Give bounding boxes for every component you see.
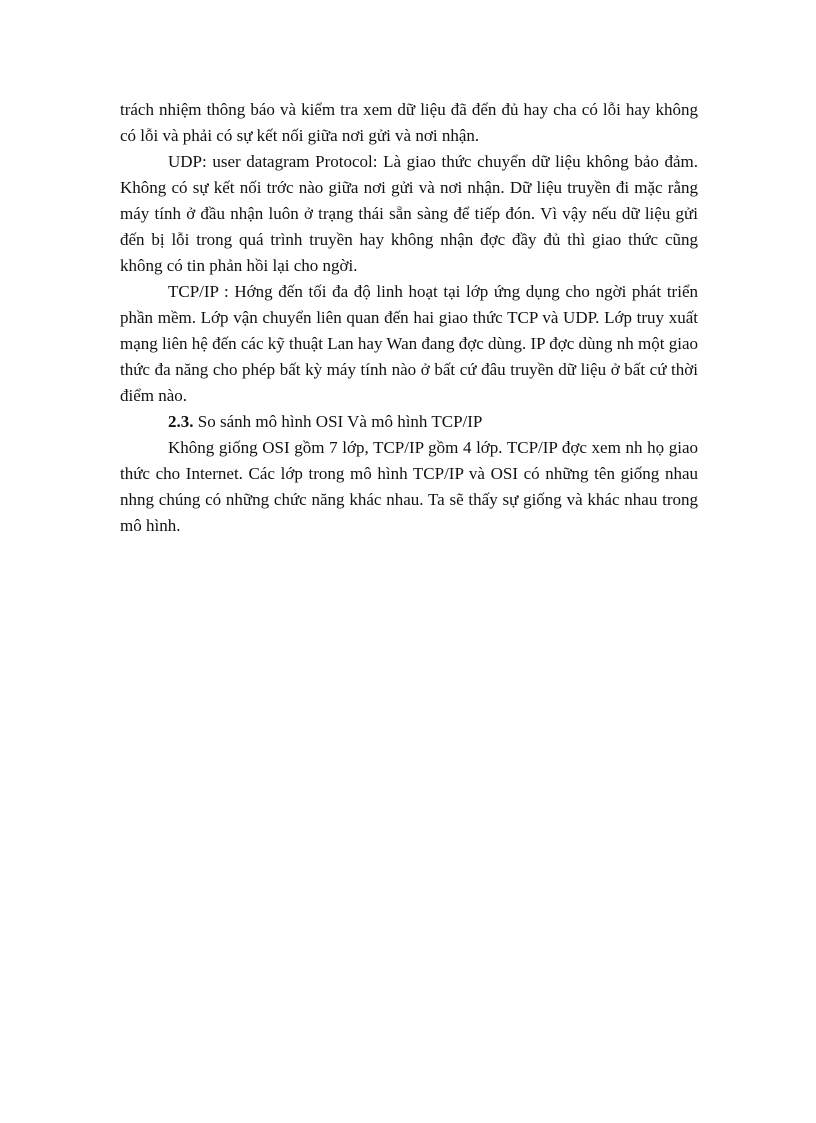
paragraph-compare: Không giống OSI gồm 7 lớp, TCP/IP gồm 4 lớp. TCP/IP đợc xem nh họ giao thức cho Internet. Các lớp trong mô hình TCP/IP và OSI có những tên giống nhau nhng chúng có những chức năng khác nhau. Ta sẽ thấy sự giống và khác nhau trong mô hình. (120, 438, 698, 535)
paragraph-udp: UDP: user datagram Protocol: Là giao thức chuyển dữ liệu không bảo đảm. Không có sự kết nối trớc nào giữa nơi gửi và nơi nhận. Dữ liệu truyền đi mặc rằng máy tính ở đầu nhận luôn ở trạng thái sẵn sàng để tiếp đón. Vì vậy nếu dữ liệu gửi đến bị lỗi trong quá trình truyền hay không nhận đợc đầy đủ thì giao thức cũng không có tin phản hồi lại cho ngời. (120, 152, 698, 275)
section-title: So sánh mô hình OSI Và mô hình TCP/IP (193, 412, 483, 431)
paragraph-continuation: trách nhiệm thông báo và kiểm tra xem dữ liệu đã đến đủ hay cha có lỗi hay không có lỗi và phải có sự kết nối giữa nơi gửi và nơi nhận. (120, 100, 698, 145)
paragraph-tcpip: TCP/IP : Hớng đến tối đa độ linh hoạt tại lớp ứng dụng cho ngời phát triển phần mềm. Lớp vận chuyển liên quan đến hai giao thức TCP và UDP. Lớp truy xuất mạng liên hệ đến các kỹ thuật Lan hay Wan đang đợc dùng. IP đợc dùng nh một giao thức đa năng cho phép bất kỳ máy tính nào ở bất cứ đâu truyền dữ liệu ở bất cứ thời điểm nào. (120, 282, 698, 405)
section-heading (120, 409, 698, 435)
document-page (120, 97, 698, 539)
section-number: 2.3. (168, 412, 194, 431)
